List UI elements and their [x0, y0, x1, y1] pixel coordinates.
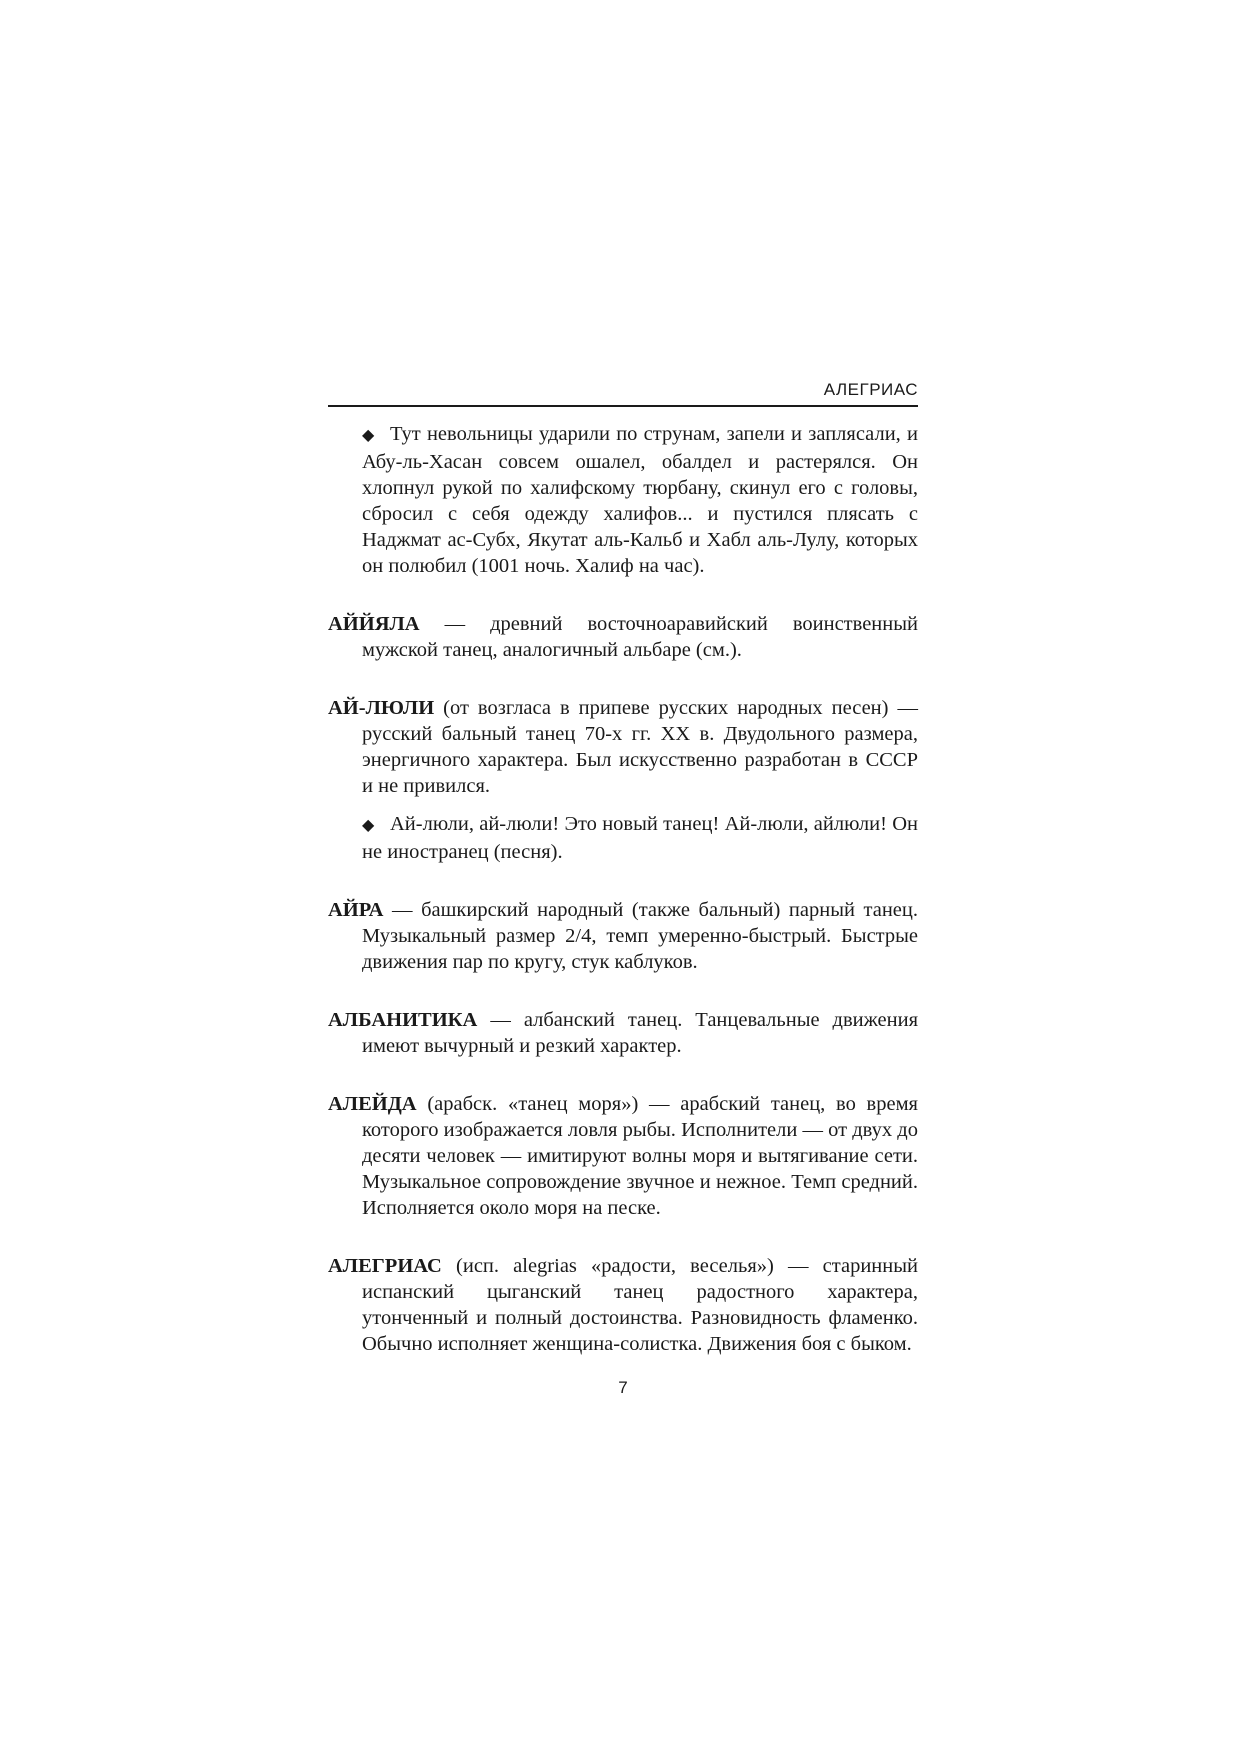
entry-term: АЛБАНИТИКА	[328, 1009, 478, 1031]
entry-definition: (арабск. «танец моря») — арабский танец, во время которого изображается ловля рыбы. Исполнители — от двух до десяти человек — имитируют волны моря и вытягивание сети. Музыкальное сопровождение звучное и нежное. Темп средний. Исполняется около моря на песке.	[362, 1093, 918, 1219]
entry-term: АЙ-ЛЮЛИ	[328, 697, 435, 719]
entry-term: АЛЕЙДА	[328, 1093, 417, 1115]
diamond-bullet-icon: ◆	[362, 427, 375, 444]
entry-definition: — албанский танец. Танцевальные движения имеют вычурный и резкий характер.	[362, 1009, 918, 1057]
dictionary-entry	[328, 1253, 918, 1357]
quote-text: Ай-люли, ай-люли! Это новый танец! Ай-люли, айлюли! Он не иностранец (песня).	[362, 813, 918, 863]
running-head: АЛЕГРИАС	[328, 380, 918, 407]
quote-block	[328, 811, 918, 865]
entry-term: АЛЕГРИАС	[328, 1255, 442, 1277]
dictionary-entry	[328, 1007, 918, 1059]
entry-term: АЙЙЯЛА	[328, 613, 420, 635]
entry-definition: — башкирский народный (также бальный) парный танец. Музыкальный размер 2/4, темп умеренно-быстрый. Быстрые движения пар по кругу, стук каблуков.	[362, 899, 918, 973]
dictionary-entry	[328, 695, 918, 799]
quote-text: Тут невольницы ударили по струнам, запели и заплясали, и Абу-ль-Хасан совсем ошалел, обалдел и растерялся. Он хлопнул рукой по халифскому тюрбану, скинул его с головы, сбросил с себя одежду халифов... и пустился плясать с Наджмат ас-Субх, Якутат аль-Кальб и Хабл аль-Лулу, которых он полюбил (1001 ночь. Халиф на час).	[362, 423, 918, 577]
page-content	[328, 380, 918, 1389]
page-number: 7	[618, 1378, 628, 1397]
entry-definition: (от возгласа в припеве русских народных песен) — русский бальный танец 70-х гг. XX в. Двудольного размера, энергичного характера. Был искусственно разработан в СССР и не привился.	[362, 697, 918, 797]
quote-block	[328, 421, 918, 579]
diamond-bullet-icon: ◆	[362, 817, 375, 834]
dictionary-entry	[328, 1091, 918, 1221]
entry-definition: (исп. alegrias «радости, веселья») — старинный испанский цыганский танец радостного характера, утонченный и полный достоинства. Разновидность фламенко. Обычно исполняет женщина-солистка. Движения боя с быком.	[362, 1255, 918, 1355]
dictionary-entry	[328, 611, 918, 663]
dictionary-entry	[328, 897, 918, 975]
entry-term: АЙРА	[328, 899, 384, 921]
entry-definition: — древний восточноаравийский воинственный мужской танец, аналогичный альбаре (см.).	[362, 613, 918, 661]
